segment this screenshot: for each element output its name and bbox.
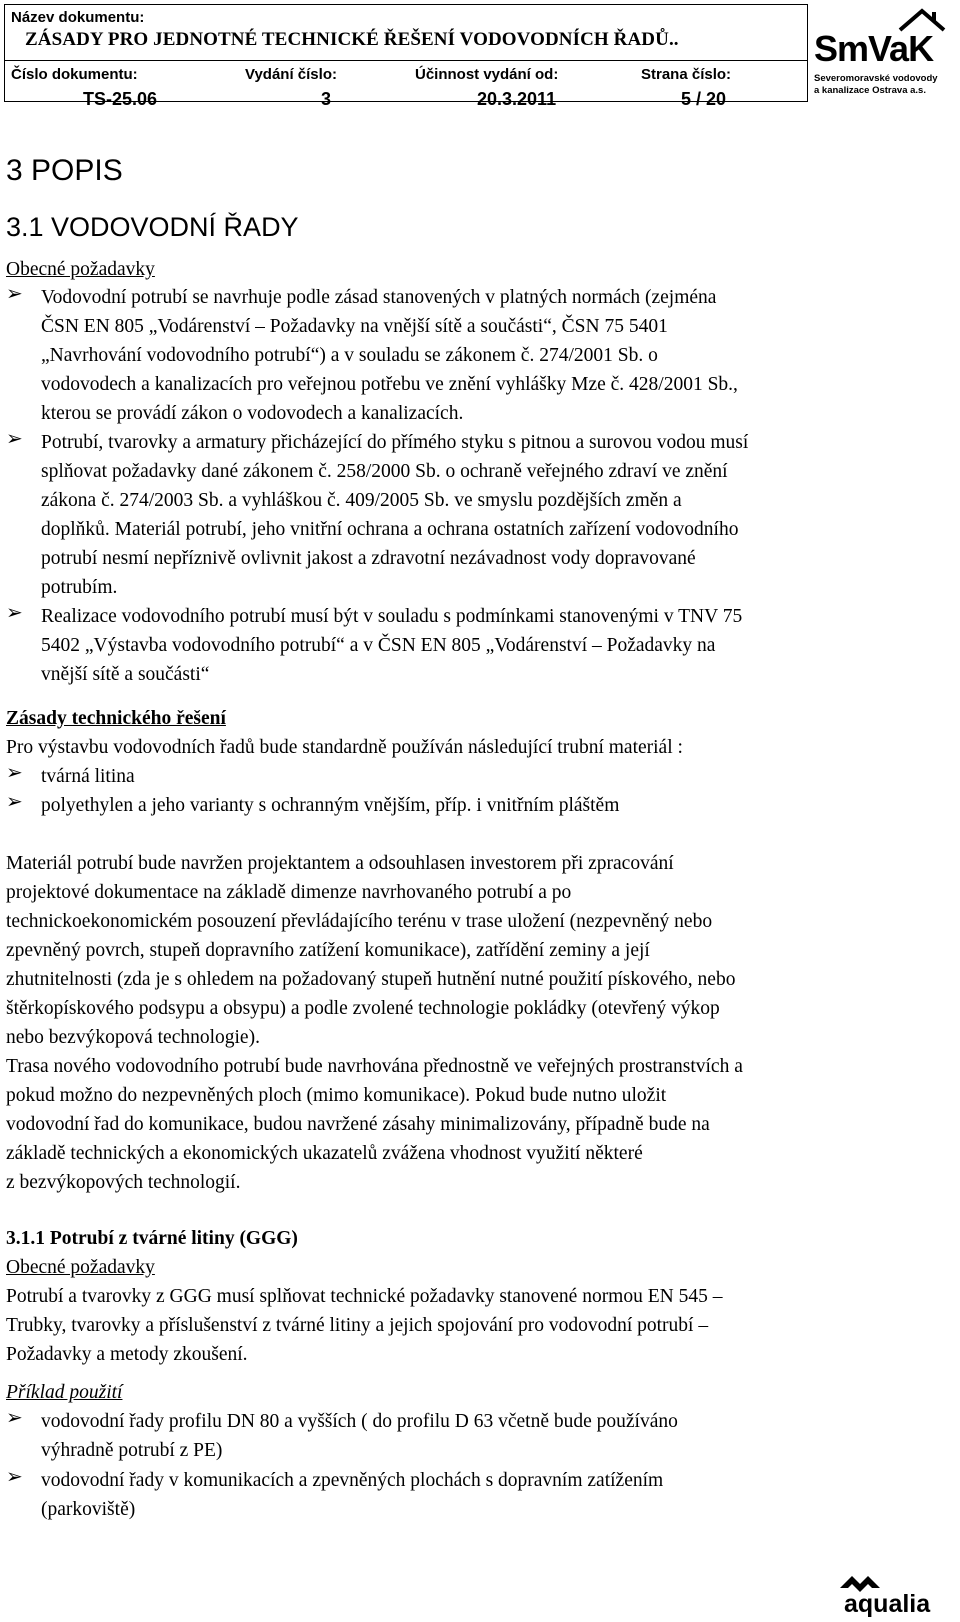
edition-value: 3 [321, 89, 332, 109]
arrow-bullet-icon: ➢ [6, 600, 23, 624]
page-number: 5 / 20 [681, 89, 727, 109]
p4-line-6: štěrkopískového podsypu a obsypu) a podle zvolené technologie pokládky (otevřený výkop [6, 998, 720, 1019]
aqualia-logo [838, 1572, 958, 1620]
example-1-line-2: výhradně potrubí z PE) [41, 1440, 223, 1461]
p1-line-1: Vodovodní potrubí se navrhuje podle zásad stanovených v platných normách (zejména [41, 287, 717, 308]
p2-line-5: potrubí nesmí nepříznivě ovlivnit jakost a zdravotní nezávadnost vody dopravované [41, 548, 696, 569]
arrow-bullet-icon: ➢ [6, 1405, 23, 1429]
doc-name-label: Název dokumentu: [11, 9, 145, 26]
p5-line-1: Trasa nového vodovodního potrubí bude navrhována přednostně ve veřejných prostranstvích a [6, 1056, 743, 1077]
document-header [4, 4, 808, 109]
material-item-1: tvárná litina [41, 766, 135, 787]
p5-line-5: z bezvýkopových technologií. [6, 1172, 241, 1193]
material-item-2: polyethylen a jeho varianty s ochranným vnějším, příp. i vnitřním pláštěm [41, 795, 620, 816]
section-heading-3: 3 POPIS [6, 154, 123, 187]
p6-line-2: Trubky, tvarovky a příslušenství z tvárné litiny a jejich spojování pro vodovodní potrubí – [6, 1315, 709, 1336]
p3-line-1: Realizace vodovodního potrubí musí být v souladu s podmínkami stanovenými v TNV 75 [41, 606, 743, 627]
p1-line-4: vodovodech a kanalizacích pro veřejnou potřebu ve znění vyhlášky Mze č. 428/2001 Sb., [41, 374, 738, 395]
smvak-logo [812, 8, 956, 98]
subheading-general-requirements: Obecné požadavky [6, 259, 155, 280]
example-2-line-1: vodovodní řady v komunikacích a zpevněných plochách s dopravním zatížením [41, 1470, 664, 1491]
p5-line-2: pokud možno do nezpevněných ploch (mimo komunikace). Pokud bude nutno uložit [6, 1085, 667, 1106]
logo-subtitle-1: Severomoravské vodovody [814, 73, 938, 84]
p4-line-4: zpevněný povrch, stupeň dopravního zatížení komunikace), zatřídění zeminy a její [6, 940, 650, 961]
p4-line-2: projektové dokumentace na základě dimenze navrhovaného potrubí a po [6, 882, 572, 903]
edition-label: Vydání číslo: [245, 66, 337, 83]
arrow-bullet-icon: ➢ [6, 281, 23, 305]
p2-line-4: doplňků. Materiál potrubí, jeho vnitřní ochrana a ochrana ostatních zařízení vodovodního [41, 519, 739, 540]
p4-line-5: zhutnitelnosti (zda je s ohledem na požadovaný stupeň hutnění nutné použití pískového, nebo [6, 969, 736, 990]
doc-number: TS-25.06 [83, 89, 158, 109]
p2-line-2: splňovat požadavky dané zákonem č. 258/2000 Sb. o ochraně veřejného zdraví ve znění [41, 461, 728, 482]
subheading-general-requirements-2: Obecné požadavky [6, 1257, 155, 1278]
example-2-line-2: (parkoviště) [41, 1499, 136, 1520]
arrow-bullet-icon: ➢ [6, 789, 23, 813]
example-1-line-1: vodovodní řady profilu DN 80 a vyšších ( do profilu D 63 včetně bude používáno [41, 1411, 678, 1432]
aqualia-wordmark: aqualia [844, 1590, 931, 1618]
section-heading-3-1: 3.1 VODOVODNÍ ŘADY [6, 212, 299, 242]
p1-line-2: ČSN EN 805 „Vodárenství – Požadavky na vnější sítě a součásti“, ČSN 75 5401 [41, 316, 668, 337]
effective-date: 20.3.2011 [477, 89, 557, 109]
p4-line-3: technickoekonomickém posouzení převládajícího terénu v trase uložení (nezpevněný nebo [6, 911, 713, 932]
p3-line-3: vnější sítě a součásti“ [41, 664, 210, 685]
p2-line-1: Potrubí, tvarovky a armatury přicházející do přímého styku s pitnou a surovou vodou musí [41, 432, 749, 453]
principles-intro: Pro výstavbu vodovodních řadů bude standardně používán následující trubní materiál : [6, 737, 683, 758]
p6-line-3: Požadavky a metody zkoušení. [6, 1344, 248, 1365]
p6-line-1: Potrubí a tvarovky z GGG musí splňovat technické požadavky stanovené normou EN 545 – [6, 1286, 723, 1307]
arrow-bullet-icon: ➢ [6, 426, 23, 450]
p1-line-5: kterou se provádí zákon o vodovodech a kanalizacích. [41, 403, 464, 424]
subheading-technical-principles: Zásady technického řešení [6, 708, 226, 729]
p4-line-7: nebo bezvýkopová technologie). [6, 1027, 260, 1048]
subheading-usage-example: Příklad použití [6, 1382, 123, 1403]
p2-line-3: zákona č. 274/2003 Sb. a vyhláškou č. 409/2005 Sb. ve smyslu pozdějších změn a [41, 490, 682, 511]
p1-line-3: „Navrhování vodovodního potrubí“) a v souladu se zákonem č. 274/2001 Sb. o [41, 345, 658, 366]
section-heading-3-1-1: 3.1.1 Potrubí z tvárné litiny (GGG) [6, 1228, 298, 1249]
p2-line-6: potrubím. [41, 577, 118, 598]
arrow-bullet-icon: ➢ [6, 760, 23, 784]
logo-wordmark: SmVaK [814, 28, 934, 69]
doc-number-label: Číslo dokumentu: [11, 66, 138, 83]
page-number-label: Strana číslo: [641, 66, 732, 83]
logo-subtitle-2: a kanalizace Ostrava a.s. [814, 85, 926, 96]
p4-line-1: Materiál potrubí bude navržen projektantem a odsouhlasen investorem při zpracování [6, 853, 674, 874]
p3-line-2: 5402 „Výstavba vodovodního potrubí“ a v ČSN EN 805 „Vodárenství – Požadavky na [41, 635, 716, 656]
effective-label: Účinnost vydání od: [415, 66, 559, 83]
arrow-bullet-icon: ➢ [6, 1464, 23, 1488]
doc-name: ZÁSADY PRO JEDNOTNÉ TECHNICKÉ ŘEŠENÍ VODOVODNÍCH ŘADŮ.. [25, 29, 679, 50]
p5-line-4: základě technických a ekonomických ukazatelů zvážena vhodnost využití některé [6, 1143, 643, 1164]
p5-line-3: vodovodní řad do komunikace, budou navržené zásahy minimalizovány, případně bude na [6, 1114, 710, 1135]
